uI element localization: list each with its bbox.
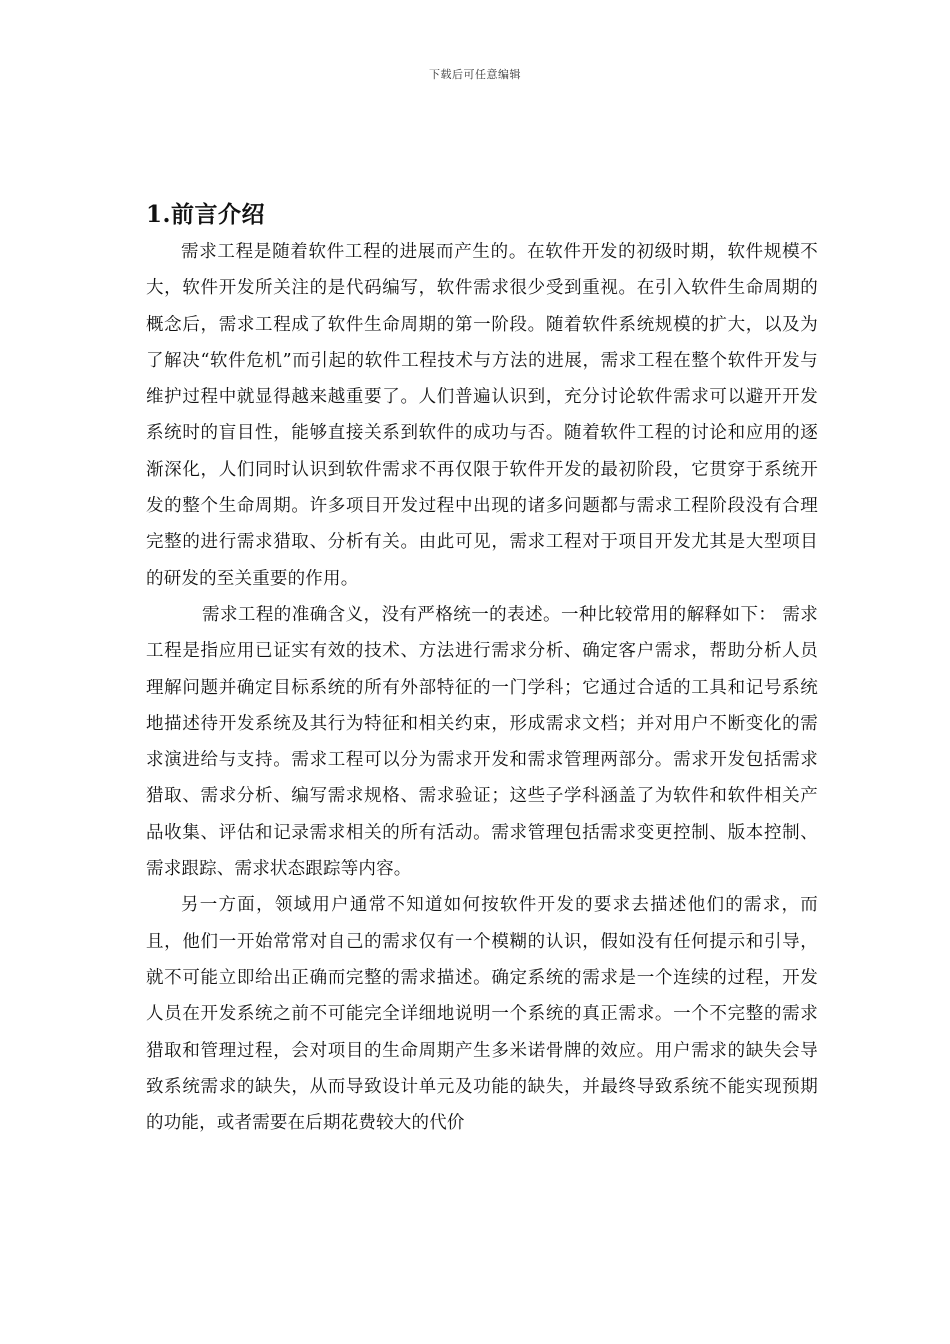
page-header-note: 下载后可任意编辑 (429, 68, 521, 81)
paragraph-definition: 需求工程的准确含义，没有严格统一的表述。一种比较常用的解释如下： 需求工程是指应用已证实有效的技术、方法进行需求分析、确定客户需求，帮助分析人员理解问题并确定目标系统的所有外部特征的一门学科；它通过合适的工具和记号系统地描述待开发系统及其行为特征和相关约束，形成需求文档；并对用户不断变化的需求演进给与支持。需求工程可以分为需求开发和需求管理两部分。需求开发包括需求猎取、需求分析、编写需求规格、需求验证；这些子学科涵盖了为软件和软件相关产品收集、评估和记录需求相关的所有活动。需求管理包括需求变更控制、版本控制、需求跟踪、需求状态跟踪等内容。 (146, 604, 818, 880)
section-title: 1.前言介绍 (146, 201, 266, 228)
document-body (146, 196, 818, 1141)
paragraph-intro: 需求工程是随着软件工程的进展而产生的。在软件开发的初级时期，软件规模不大，软件开发所关注的是代码编写，软件需求很少受到重视。在引入软件生命周期的概念后，需求工程成了软件生命周期的第一阶段。随着软件系统规模的扩大，以及为了解决“软件危机”而引起的软件工程技术与方法的进展，需求工程在整个软件开发与维护过程中就显得越来越重要了。人们普遍认识到，充分讨论软件需求可以避开开发系统时的盲目性，能够直接关系到软件的成功与否。随着软件工程的讨论和应用的逐渐深化，人们同时认识到软件需求不再仅限于软件开发的最初阶段，它贯穿于系统开发的整个生命周期。许多项目开发过程中出现的诸多问题都与需求工程阶段没有合理完整的进行需求猎取、分析有关。由此可见，需求工程对于项目开发尤其是大型项目的研发的至关重要的作用。 (146, 242, 818, 589)
paragraph-user-needs: 另一方面，领域用户通常不知道如何按软件开发的要求去描述他们的需求，而且，他们一开始常常对自己的需求仅有一个模糊的认识，假如没有任何提示和引导，就不可能立即给出正确而完整的需求描述。确定系统的需求是一个连续的过程，开发人员在开发系统之前不可能完全详细地说明一个系统的真正需求。一个不完整的需求猎取和管理过程，会对项目的生命周期产生多米诺骨牌的效应。用户需求的缺失会导致系统需求的缺失，从而导致设计单元及功能的缺失，并最终导致系统不能实现预期的功能，或者需要在后期花费较大的代价 (146, 895, 818, 1134)
